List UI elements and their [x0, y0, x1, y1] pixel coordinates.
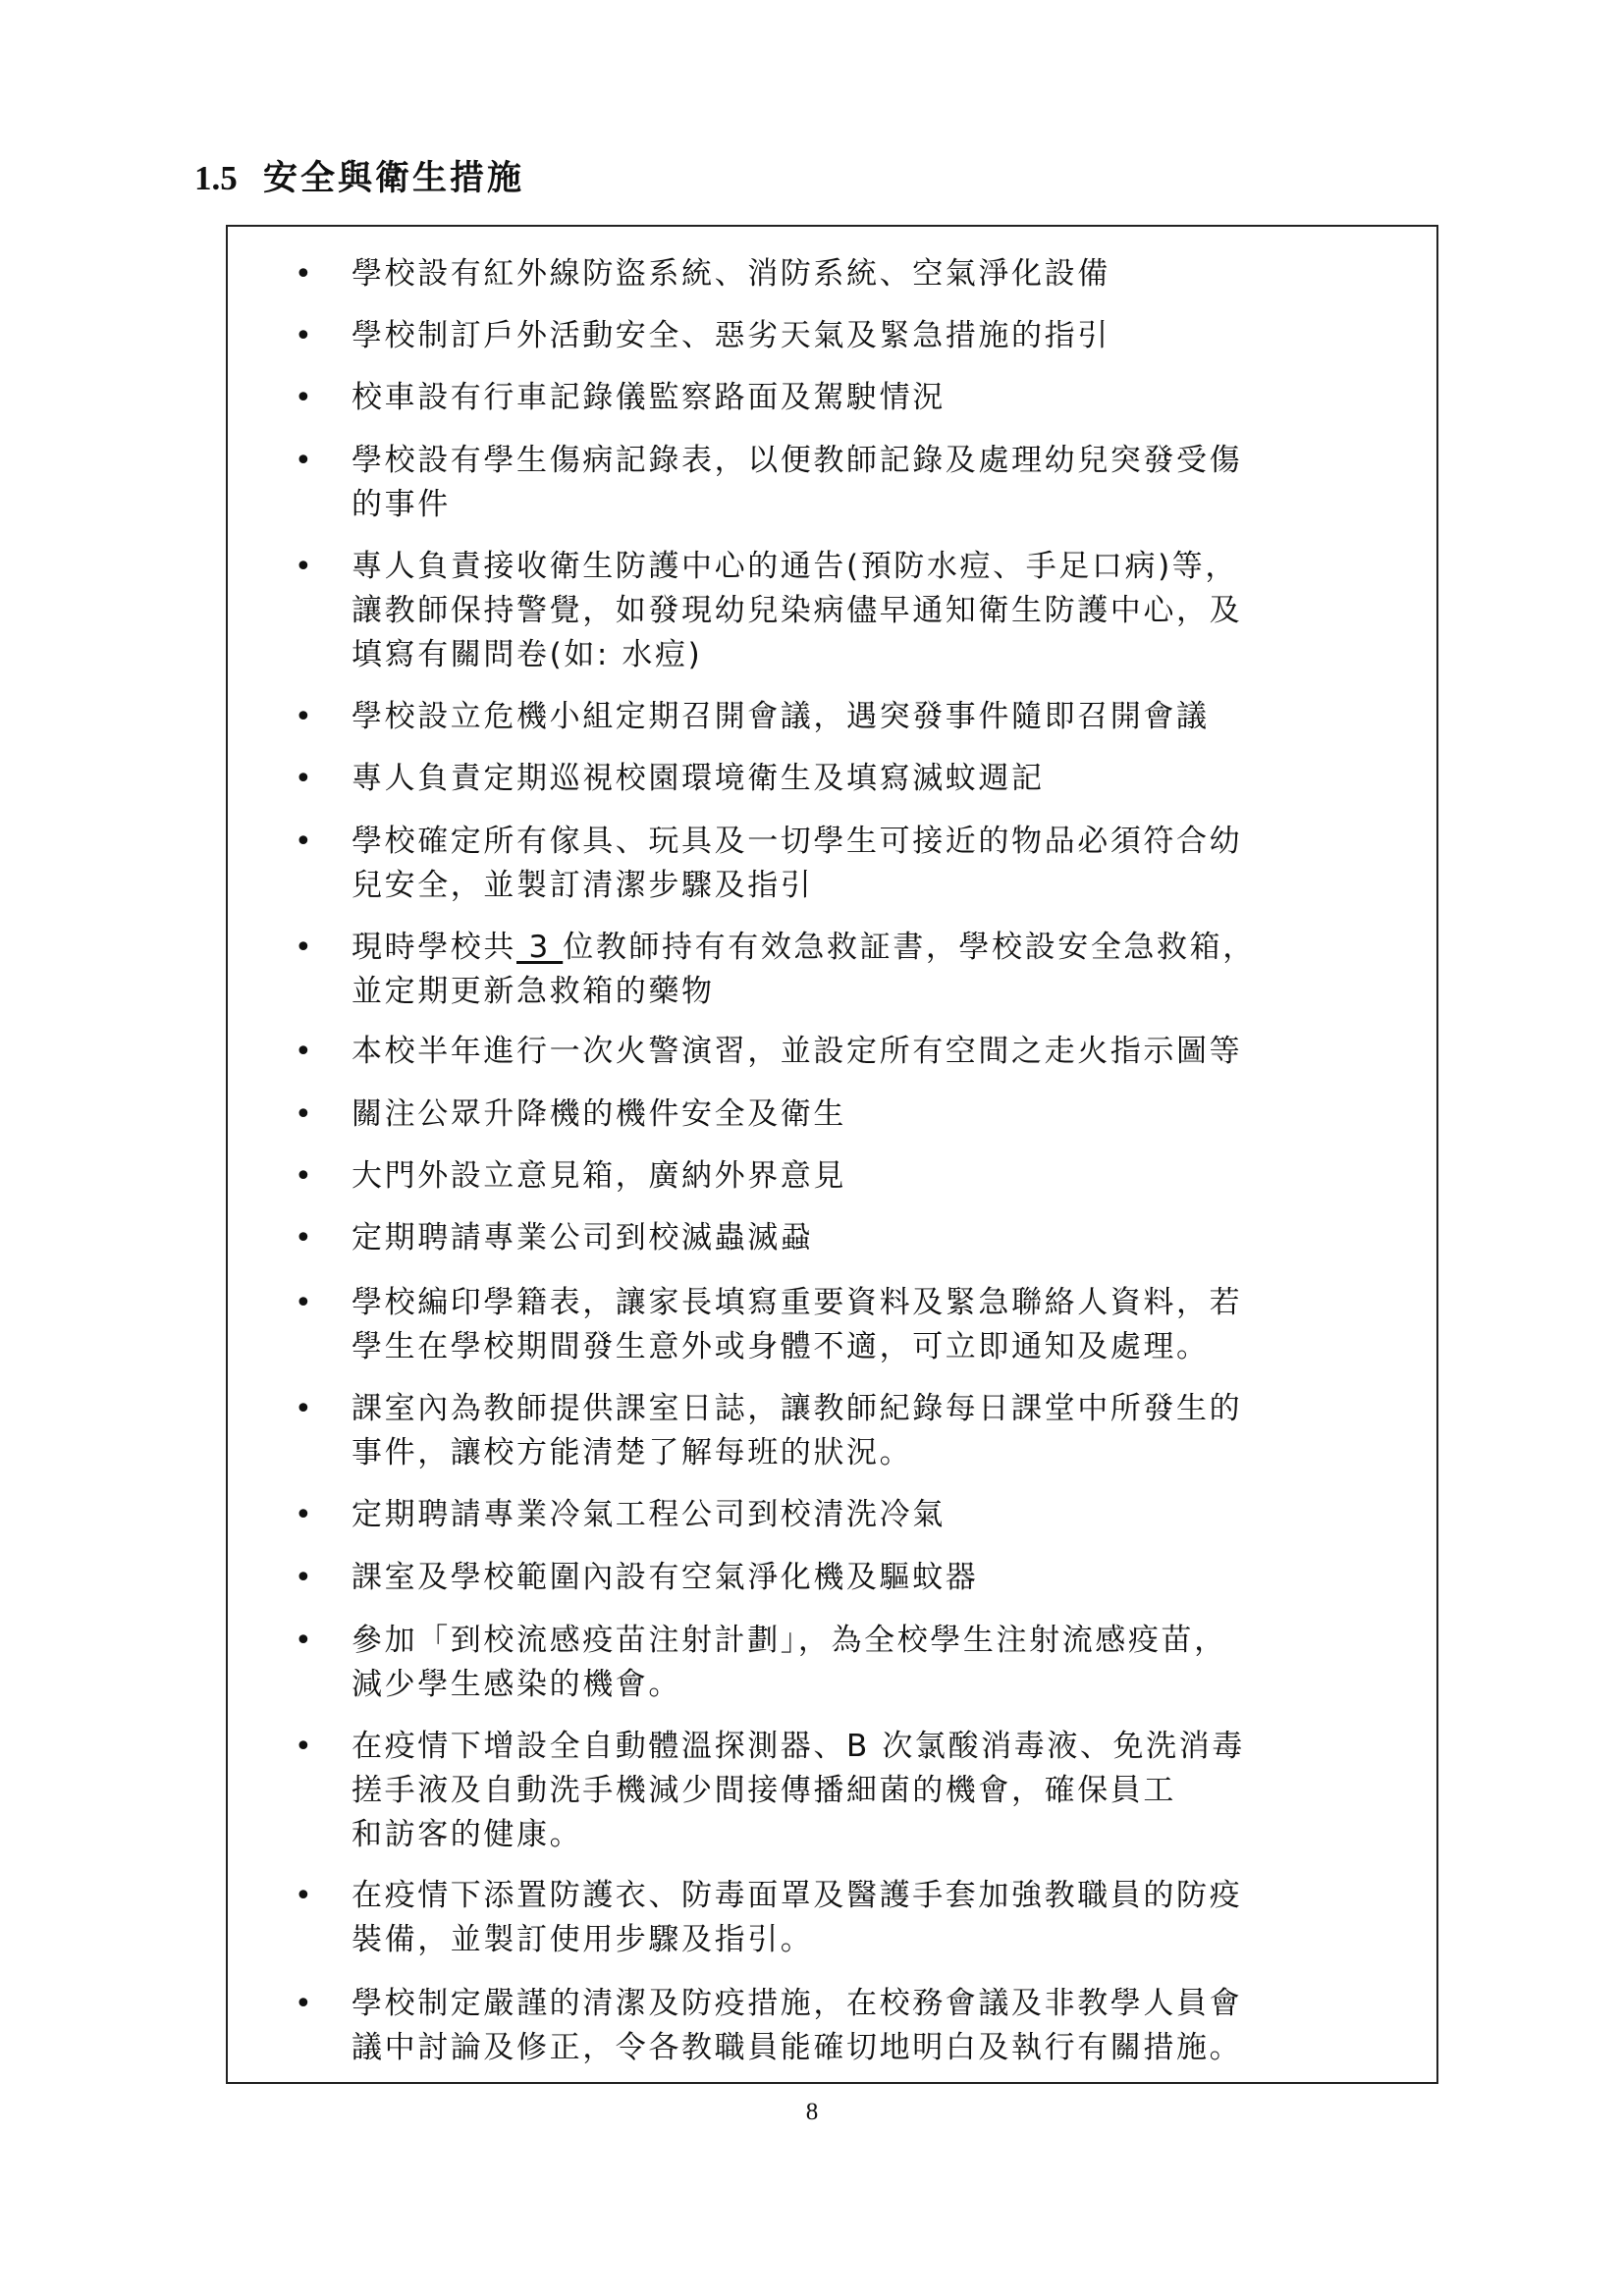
list-item	[295, 1281, 1384, 1369]
bullet-icon: •	[295, 1221, 312, 1255]
list-item	[295, 1030, 1384, 1074]
list-item-text: 定期聘請專業冷氣工程公司到校清洗冷氣	[352, 1497, 946, 1532]
list-item	[295, 252, 1384, 296]
bullet-icon: •	[295, 1097, 312, 1132]
list-item	[295, 1619, 1384, 1707]
list-item-text: 學校編印學籍表，讓家長填寫重要資料及緊急聯絡人資料，若 學生在學校期間發生意外或身體不適，可立即通知及處理。	[352, 1285, 1243, 1364]
list-item-text: 學校設立危機小組定期召開會議，遇突發事件隨即召開會議	[352, 699, 1210, 734]
bullet-icon: •	[295, 381, 312, 415]
bullet-icon: •	[295, 762, 312, 796]
list-item	[295, 376, 1384, 420]
bullet-icon: •	[295, 825, 312, 859]
list-item-text: 在疫情下添置防護衣、防毒面罩及醫護手套加強教職員的防疫 裝備，並製訂使用步驟及指引。	[352, 1878, 1243, 1957]
bullet-icon: •	[295, 1498, 312, 1532]
list-item-text: 學校設有學生傷病記錄表，以便教師記錄及處理幼兒突發受傷 的事件	[352, 443, 1243, 522]
list-item-text: 學校制定嚴謹的清潔及防疫措施，在校務會議及非教學人員會 議中討論及修正，令各教職員能確切地明白及執行有關措施。	[352, 1986, 1243, 2065]
bullet-icon: •	[295, 319, 312, 353]
list-item-text: 大門外設立意見箱，廣納外界意見	[352, 1158, 846, 1194]
list-item	[295, 1874, 1384, 1962]
section-heading	[194, 157, 524, 200]
list-item-text: 定期聘請專業公司到校滅蟲滅蝨	[352, 1220, 814, 1255]
list-item-text: 校車設有行車記錄儀監察路面及駕駛情況	[352, 380, 946, 415]
section-title: 安全與衛生措施	[262, 159, 524, 198]
item-text-before: 現時學校共	[352, 930, 516, 965]
bullet-icon: •	[295, 1879, 312, 1913]
list-item	[295, 820, 1384, 908]
list-item-text: 參加「到校流感疫苗注射計劃」，為全校學生注射流感疫苗， 減少學生感染的機會。	[352, 1623, 1227, 1702]
list-item	[295, 1725, 1384, 1857]
list-item-text: 專人負責接收衛生防護中心的通告(預防水痘、手足口病)等， 讓教師保持警覺，如發現幼兒染病儘早通知衛生防護中心，及 填寫有關問卷(如: 水痘)	[352, 549, 1243, 672]
list-item-text: 課室內為教師提供課室日誌，讓教師紀錄每日課堂中所發生的 事件，讓校方能清楚了解每班的狀況。	[352, 1391, 1243, 1470]
bullet-icon: •	[295, 1987, 312, 2021]
list-item	[295, 1982, 1384, 2070]
list-item	[295, 1556, 1384, 1600]
list-item-text: 關注公眾升降機的機件安全及衛生	[352, 1096, 846, 1132]
list-item	[295, 757, 1384, 801]
bullet-icon: •	[295, 1035, 312, 1069]
list-item	[295, 695, 1384, 739]
bullet-icon: •	[295, 444, 312, 478]
list-item	[295, 545, 1384, 677]
list-item	[295, 1387, 1384, 1475]
list-item	[295, 439, 1384, 527]
bullet-icon: •	[295, 1159, 312, 1194]
list-item-text: 專人負責定期巡視校園環境衛生及填寫滅蚊週記	[352, 761, 1045, 796]
list-item	[295, 1154, 1384, 1199]
page-number: 8	[805, 2099, 819, 2125]
bullet-icon: •	[295, 1730, 312, 1764]
section-number: 1.5	[194, 159, 238, 197]
bullet-icon: •	[295, 700, 312, 734]
list-item-text: 學校設有紅外線防盜系統、消防系統、空氣淨化設備	[352, 256, 1110, 292]
list-item-text	[352, 926, 1384, 1014]
list-item-text: 學校制訂戶外活動安全、惡劣天氣及緊急措施的指引	[352, 318, 1110, 353]
list-item	[295, 1493, 1384, 1537]
list-item-text: 學校確定所有傢具、玩具及一切學生可接近的物品必須符合幼 兒安全，並製訂清潔步驟及指引	[352, 824, 1243, 903]
bullet-icon: •	[295, 1392, 312, 1426]
bullet-icon: •	[295, 1561, 312, 1595]
list-item	[295, 314, 1384, 358]
list-item-text: 本校半年進行一次火警演習，並設定所有空間之走火指示圖等	[352, 1034, 1243, 1069]
item-text-after: 位教師持有有效急救証書，學校設安全急救箱， 並定期更新急救箱的藥物	[352, 930, 1256, 1009]
list-item	[295, 926, 1384, 1014]
first-aid-teacher-count: 3	[516, 930, 564, 965]
bullet-icon: •	[295, 1286, 312, 1320]
bullet-icon: •	[295, 550, 312, 584]
list-item	[295, 1093, 1384, 1137]
bullet-icon: •	[295, 931, 312, 965]
measures-box	[226, 225, 1438, 2084]
list-item-text: 課室及學校範圍內設有空氣淨化機及驅蚊器	[352, 1560, 979, 1595]
bullet-icon: •	[295, 257, 312, 292]
list-item	[295, 1216, 1384, 1260]
bullet-icon: •	[295, 1624, 312, 1658]
list-item-text: 在疫情下增設全自動體溫探測器、B 次氯酸消毒液、免洗消毒 搓手液及自動洗手機減少間接傳播細菌的機會，確保員工 和訪客的健康。	[352, 1729, 1245, 1852]
